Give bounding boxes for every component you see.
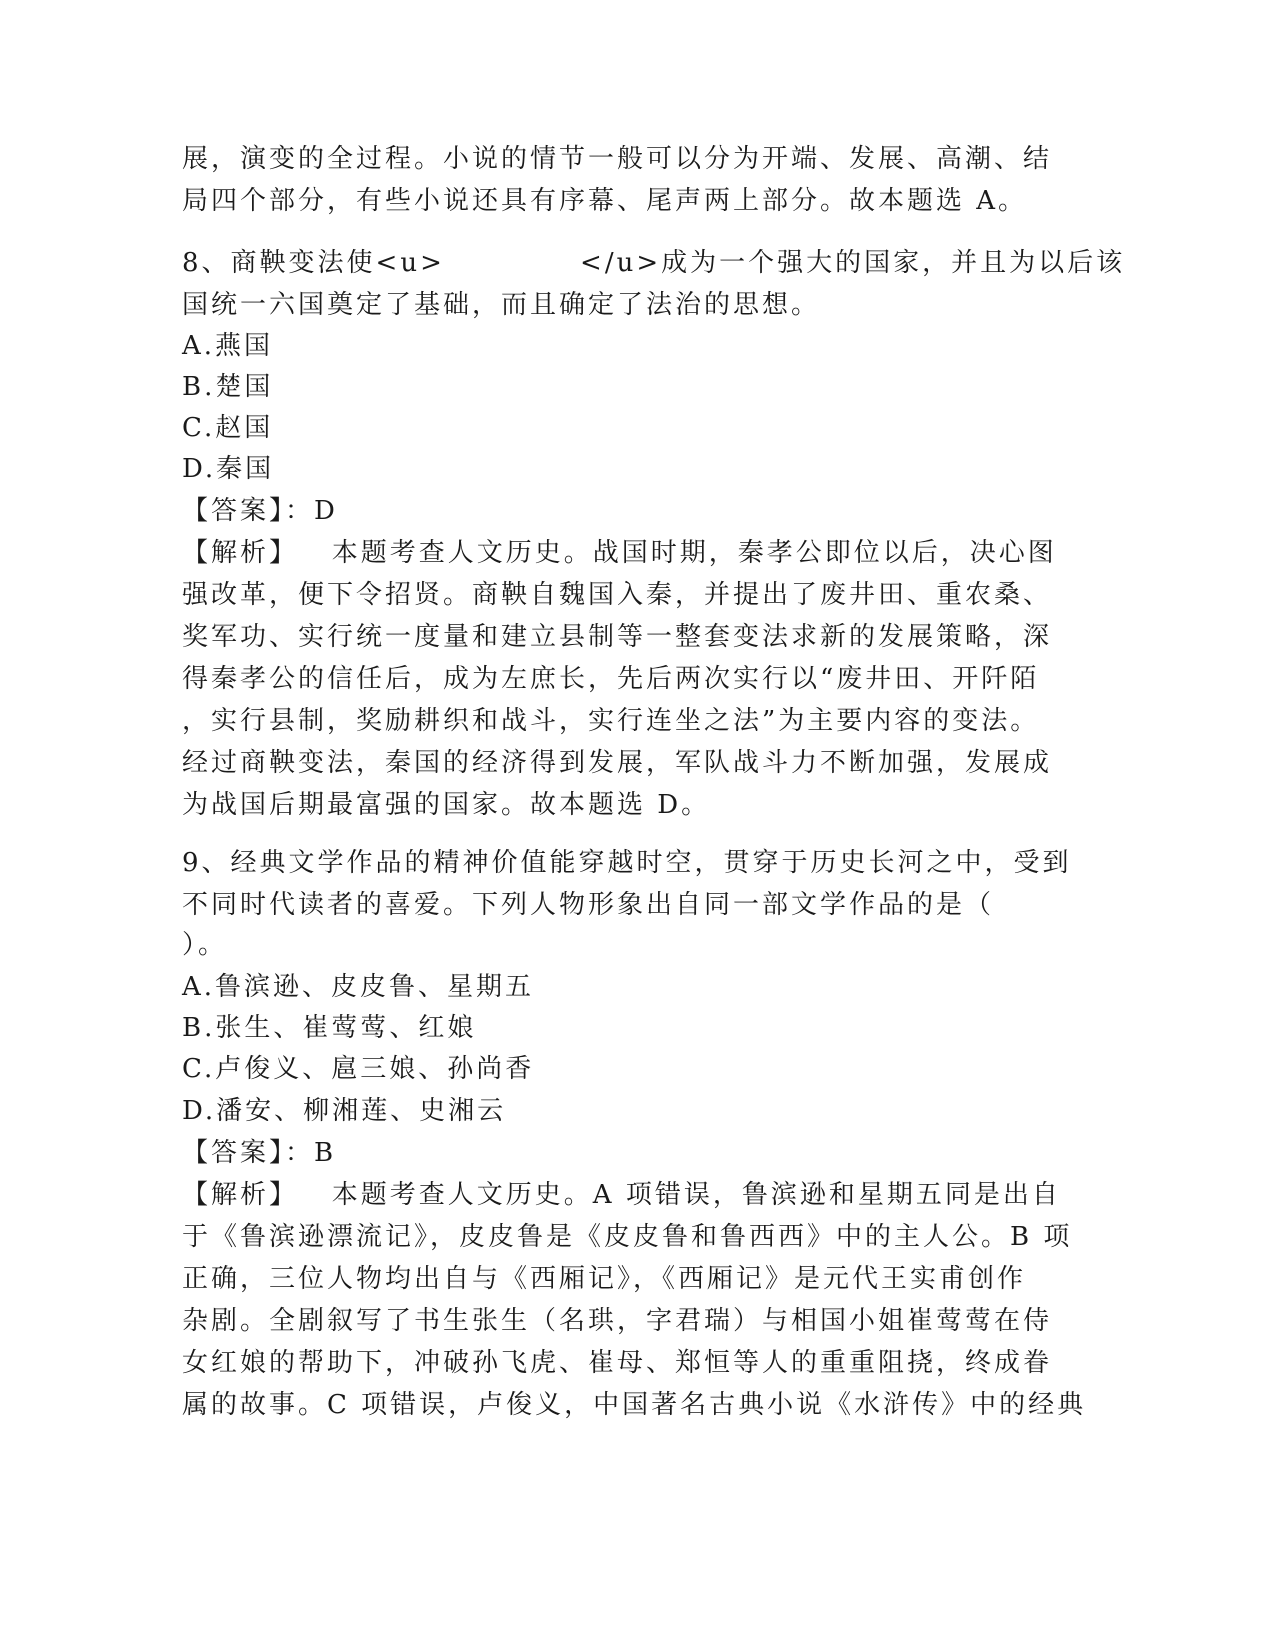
- question-9-option-c: C.卢俊义、扈三娘、孙尚香: [182, 1054, 535, 1084]
- question-8-analysis: ，实行县制，奖励耕织和战斗，实行连坐之法”为主要内容的变法。: [182, 706, 1040, 736]
- question-8-analysis: 强改革，便下令招贤。商鞅自魏国入秦，并提出了废井田、重农桑、: [182, 580, 1053, 610]
- question-9-stem: ）。: [182, 930, 228, 960]
- question-8-analysis: 【解析】 本题考查人文历史。战国时期，秦孝公即位以后，决心图: [182, 538, 1057, 568]
- question-9-analysis: 杂剧。全剧叙写了书生张生（名珙，字君瑞）与相国小姐崔莺莺在侍: [182, 1306, 1053, 1336]
- question-9-analysis: 属的故事。C 项错误，卢俊义，中国著名古典小说《水浒传》中的经典: [182, 1390, 1087, 1420]
- question-9-analysis: 正确，三位人物均出自与《西厢记》，《西厢记》是元代王实甫创作: [182, 1264, 1027, 1294]
- question-8-stem: 国统一六国奠定了基础，而且确定了法治的思想。: [182, 290, 821, 320]
- question-8-answer: 【答案】：D: [182, 496, 338, 526]
- question-8-stem: 8、商鞅变法使<u> </u>成为一个强大的国家，并且为以后该: [182, 248, 1126, 278]
- question-9-option-b: B.张生、崔莺莺、红娘: [182, 1013, 477, 1043]
- text-line: 局四个部分，有些小说还具有序幕、尾声两上部分。故本题选 A。: [182, 186, 1028, 216]
- text-line: 展，演变的全过程。小说的情节一般可以分为开端、发展、高潮、结: [182, 144, 1053, 174]
- question-8-analysis: 得秦孝公的信任后，成为左庶长，先后两次实行以“废井田、开阡陌: [182, 664, 1040, 694]
- question-8-analysis: 经过商鞅变法，秦国的经济得到发展，军队战斗力不断加强，发展成: [182, 748, 1053, 778]
- question-9-option-a: A.鲁滨逊、皮皮鲁、星期五: [182, 972, 535, 1002]
- question-8-option-a: A.燕国: [182, 331, 274, 361]
- question-8-option-b: B.楚国: [182, 372, 274, 402]
- question-9-analysis: 于《鲁滨逊漂流记》，皮皮鲁是《皮皮鲁和鲁西西》中的主人公。B 项: [182, 1222, 1073, 1252]
- question-8-analysis: 奖军功、实行统一度量和建立县制等一整套变法求新的发展策略，深: [182, 622, 1053, 652]
- question-9-analysis: 【解析】 本题考查人文历史。A 项错误，鲁滨逊和星期五同是出自: [182, 1180, 1061, 1210]
- question-9-stem: 不同时代读者的喜爱。下列人物形象出自同一部文学作品的是（: [182, 890, 995, 920]
- question-9-stem: 9、经典文学作品的精神价值能穿越时空，贯穿于历史长河之中，受到: [182, 848, 1072, 878]
- question-9-option-d: D.潘安、柳湘莲、史湘云: [182, 1096, 507, 1126]
- question-8-option-d: D.秦国: [182, 454, 275, 484]
- question-9-answer: 【答案】：B: [182, 1138, 337, 1168]
- question-9-analysis: 女红娘的帮助下，冲破孙飞虎、崔母、郑恒等人的重重阻挠，终成眷: [182, 1348, 1053, 1378]
- question-8-analysis: 为战国后期最富强的国家。故本题选 D。: [182, 790, 711, 820]
- question-8-option-c: C.赵国: [182, 413, 274, 443]
